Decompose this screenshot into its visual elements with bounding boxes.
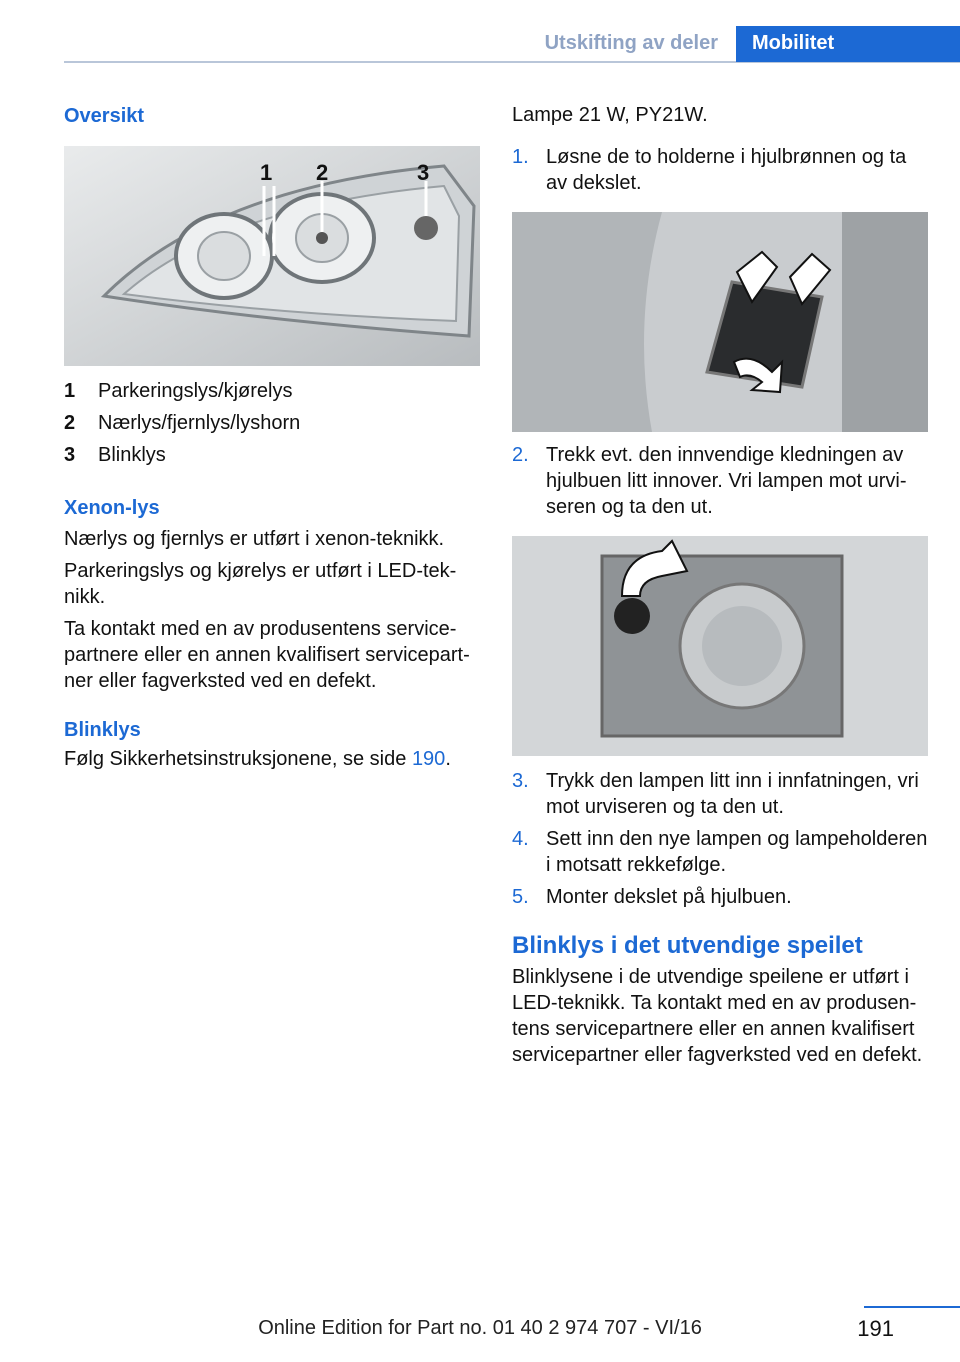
page-number: 191: [857, 1316, 894, 1341]
xenon-paragraph-2: Parkeringslys og kjørelys er utført i LED-tek‐ nikk.: [64, 560, 457, 608]
step-4: 4. Sett inn den nye lampen og lampeholderen i motsatt rekkefølge.: [512, 828, 928, 876]
step-5: 5. Monter dekslet på hjulbuen.: [512, 886, 792, 908]
page-link-190[interactable]: 190: [411, 748, 446, 770]
blinklys-paragraph: Følg Sikkerhetsinstruksjonene, se side 190.: [64, 748, 451, 770]
section-tab[interactable]: Utskifting av deler: [544, 32, 718, 54]
left-column: [64, 100, 482, 772]
legend-item: 2 Nærlys/fjernlys/lyshorn: [64, 412, 301, 434]
lamp-socket-figure: [512, 536, 928, 756]
overview-heading: Oversikt: [64, 105, 145, 127]
step-2: 2. Trekk evt. den innvendige kledningen av hjulbuen litt innover. Vri lampen mot urvi‐ seren og ta den ut.: [512, 444, 907, 518]
legend-item: 3 Blinklys: [64, 444, 166, 466]
figure-legend: [64, 378, 482, 474]
xenon-paragraph-3: Ta kontakt med en av produsentens service‐ partnere eller en annen kvalifisert servicepart‐ ner eller fagverksted ved en defekt.: [64, 618, 470, 692]
step-3: 3. Trykk den lampen litt inn i innfatningen, vri mot urviseren og ta den ut.: [512, 770, 919, 818]
step-1: 1. Løsne de to holderne i hjulbrønnen og ta av dekslet.: [512, 146, 907, 194]
lamp-spec: Lampe 21 W, PY21W.: [512, 104, 708, 126]
headlight-figure: [64, 146, 480, 366]
callout-3: 3: [417, 160, 430, 185]
callout-1: 1: [260, 160, 273, 185]
mirror-blinker-heading: Blinklys i det utvendige speilet: [512, 932, 863, 959]
xenon-paragraph-1: Nærlys og fjernlys er utført i xenon-teknikk.: [64, 528, 445, 550]
callout-2: 2: [316, 160, 329, 185]
right-column: [512, 100, 930, 1068]
edition-footer: Online Edition for Part no. 01 40 2 974 707 - VI/16: [258, 1317, 702, 1339]
xenon-heading: Xenon-lys: [64, 497, 160, 519]
legend-item: 1 Parkeringslys/kjørelys: [64, 380, 293, 402]
page-number-rule: [864, 1306, 960, 1308]
chapter-tab[interactable]: Mobilitet: [736, 26, 960, 62]
mirror-blinker-paragraph: Blinklysene i de utvendige speilene er utført i LED-teknikk. Ta kontakt med en av produsen‐ tens servicepartnere eller en annen kvalifisert servicepartner eller fagverksted ved en defekt.: [512, 966, 923, 1066]
blinklys-heading: Blinklys: [64, 719, 141, 741]
wheel-arch-cover-figure: [512, 212, 928, 432]
